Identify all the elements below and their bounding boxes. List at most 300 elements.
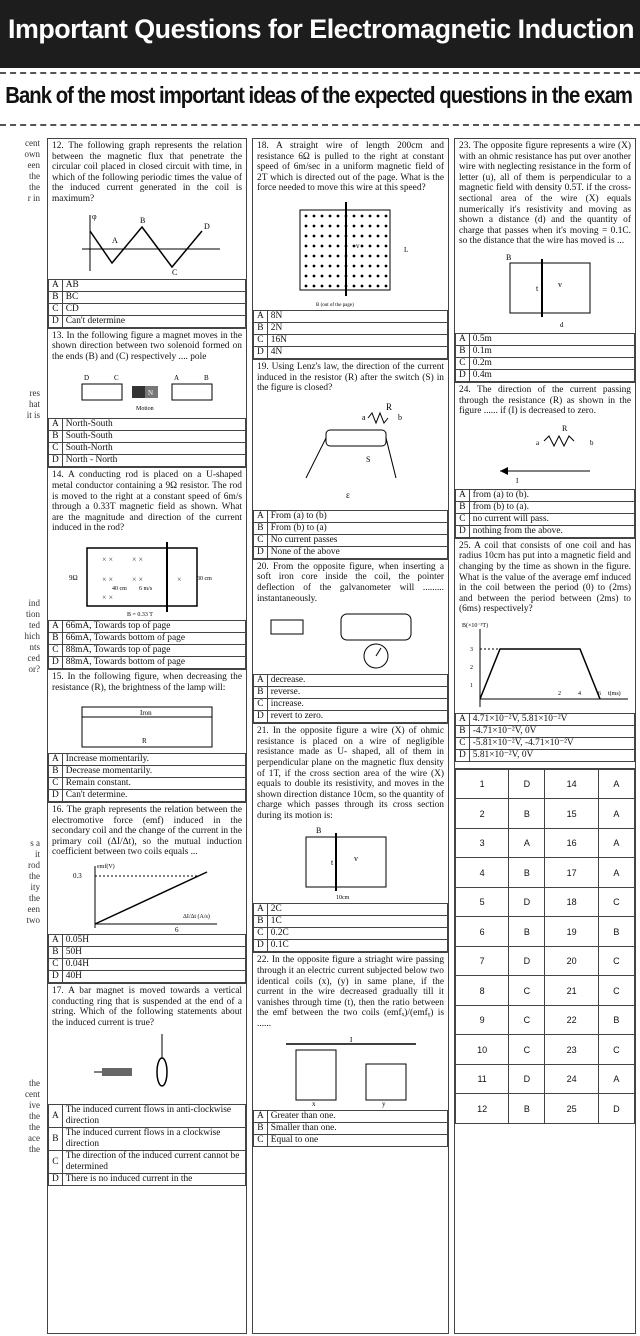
question-21: 21. In the opposite figure a wire (X) of ohmic resistance is placed on a wire of negligible resistance made as U- shaped, all of them in perpendicular plane on the magnetic flux density of 1T, if the cross section area of the wire (X) equals to double its resistivity, and moves in the shown direction distance 10cm, so the quantity of charge which passes through its cross section during its motion is: xyxy=(257,726,444,821)
divider xyxy=(0,124,640,126)
option-row xyxy=(49,455,246,467)
field-dot xyxy=(360,285,363,288)
svg-text:2: 2 xyxy=(558,690,561,697)
answer-key-cell: C xyxy=(509,976,545,1006)
option-text: 0.1m xyxy=(469,345,634,357)
field-dot xyxy=(376,235,379,238)
option-row xyxy=(49,1128,246,1151)
option-text: revert to zero. xyxy=(267,711,447,723)
option-row xyxy=(456,525,635,537)
option-text: Smaller than one. xyxy=(267,1122,447,1134)
left-strip-fragment: it is xyxy=(26,410,40,420)
option-text: South-South xyxy=(62,431,245,443)
option-letter: C xyxy=(254,1134,268,1146)
svg-text:B: B xyxy=(204,374,209,383)
lamp-coil-figure xyxy=(72,697,222,751)
option-letter: D xyxy=(254,940,268,952)
question-20: 20. From the opposite figure, when inserting a soft iron core inside the coil, the pointer deflection of the galvanometer will ......... instantaneously. xyxy=(257,561,444,604)
svg-text:emf(V): emf(V) xyxy=(97,864,115,871)
option-letter: D xyxy=(456,369,470,381)
option-row xyxy=(456,357,635,369)
option-letter: A xyxy=(456,489,470,501)
field-dot xyxy=(368,225,371,228)
option-text: Greater than one. xyxy=(267,1110,447,1122)
left-strip-fragment: the xyxy=(29,893,40,903)
svg-text:× ×: × × xyxy=(132,574,144,584)
option-text: 4.71×10⁻²V, 5.81×10⁻²V xyxy=(469,713,634,725)
field-dot xyxy=(320,265,323,268)
left-column-fragment xyxy=(0,138,42,1336)
svg-text:6: 6 xyxy=(598,690,601,697)
left-strip-fragment: ive xyxy=(29,1100,40,1110)
answer-key-cell: D xyxy=(598,1094,634,1124)
svg-text:1: 1 xyxy=(470,682,473,689)
answer-key-row xyxy=(456,917,635,947)
answer-key-cell: 15 xyxy=(545,799,598,829)
option-letter: B xyxy=(49,766,63,778)
field-dot xyxy=(352,275,355,278)
answer-key-row xyxy=(456,799,635,829)
answer-key-row xyxy=(456,887,635,917)
option-letter: D xyxy=(456,749,470,761)
option-row xyxy=(456,713,635,725)
option-text: North-South xyxy=(62,419,245,431)
left-strip-fragment: ace xyxy=(28,1133,40,1143)
left-strip-fragment: cent xyxy=(25,138,40,148)
field-dot xyxy=(352,265,355,268)
answer-key-cell: 22 xyxy=(545,1005,598,1035)
field-dot xyxy=(304,235,307,238)
field-dot xyxy=(328,255,331,258)
field-dot xyxy=(360,265,363,268)
option-row xyxy=(254,904,448,916)
left-strip-fragment: ity xyxy=(30,882,40,892)
left-strip-fragment: the xyxy=(29,871,40,881)
option-text: The induced current flows in anti-clockwise direction xyxy=(62,1105,245,1128)
option-text: 50H xyxy=(62,947,245,959)
options-23 xyxy=(455,333,635,382)
field-dot xyxy=(344,215,347,218)
left-strip-fragment: ced xyxy=(27,653,40,663)
left-strip-fragment: een xyxy=(27,904,40,914)
option-text: nothing from the above. xyxy=(469,525,634,537)
svg-text:B (out of the page): B (out of the page) xyxy=(315,302,354,308)
question-24: 24. The direction of the current passing through the resistance (R) as shown in the figure ...... if (I) is decreased to zero. xyxy=(459,384,631,417)
question-18: 18. A straight wire of length 200cm and resistance 6Ω is pulled to the right at constant speed of 6m/sec in a uniform magnetic field of 2T which is directed out of the page. What is the force needed to move this wire at this speed? xyxy=(257,141,444,194)
option-text: None of the above xyxy=(267,546,447,558)
field-dot xyxy=(384,225,387,228)
option-row xyxy=(456,513,635,525)
question-19: 19. Using Lenz's law, the direction of the current induced in the resistor (R) after the switch (S) in the figure is closed? xyxy=(257,361,445,394)
u-wire-figure xyxy=(480,251,610,331)
svg-text:× ×: × × xyxy=(132,554,144,564)
field-dot xyxy=(320,225,323,228)
answer-key-cell: 10 xyxy=(456,1035,509,1065)
answer-key-cell: 25 xyxy=(545,1094,598,1124)
option-row xyxy=(49,431,246,443)
answer-key-row xyxy=(456,946,635,976)
option-text: The direction of the induced current cannot be determined xyxy=(62,1151,245,1174)
answer-key-cell: 1 xyxy=(456,769,509,799)
field-dot xyxy=(376,255,379,258)
answer-key-row xyxy=(456,769,635,799)
left-strip-fragment: een xyxy=(27,160,40,170)
answer-key-cell: A xyxy=(598,1064,634,1094)
option-letter: D xyxy=(49,315,63,327)
option-letter: D xyxy=(49,1174,63,1186)
option-row xyxy=(254,546,448,558)
option-letter: A xyxy=(49,419,63,431)
answer-key-row xyxy=(456,976,635,1006)
question-25: 25. A coil that consists of one coil and has radius 10cm has put into a magnetic field and changing by the time as shown in the figure. What is the value of the average emf induced in the coil between the period (0) to (2ms) and between the period between (2ms) to (6ms) respectively? xyxy=(459,540,631,615)
field-dot xyxy=(344,225,347,228)
two-coils-figure xyxy=(276,1034,426,1108)
option-text: North - North xyxy=(62,455,245,467)
option-letter: C xyxy=(49,644,63,656)
option-row xyxy=(254,310,448,322)
field-dot xyxy=(376,285,379,288)
svg-text:N: N xyxy=(148,389,154,398)
option-row xyxy=(456,737,635,749)
option-row xyxy=(49,303,246,315)
svg-text:d: d xyxy=(560,320,564,329)
option-text: 2N xyxy=(267,322,447,334)
option-text: BC xyxy=(62,291,245,303)
field-dot xyxy=(376,215,379,218)
svg-text:A: A xyxy=(112,235,118,245)
option-row xyxy=(456,333,635,345)
field-dot xyxy=(328,265,331,268)
option-letter: D xyxy=(49,790,63,802)
option-row xyxy=(49,279,246,291)
option-row xyxy=(254,675,448,687)
svg-text:R: R xyxy=(562,423,568,433)
b-time-graph xyxy=(460,619,630,711)
left-strip-fragment: the xyxy=(29,171,40,181)
option-row xyxy=(49,1151,246,1174)
options-18 xyxy=(253,310,448,359)
left-strip-fragment: s a xyxy=(30,838,40,848)
field-dot xyxy=(336,285,339,288)
option-text: 0.05H xyxy=(62,935,245,947)
answer-key-cell: 8 xyxy=(456,976,509,1006)
wire-in-field-figure xyxy=(276,198,426,308)
option-text: 88mA, Towards bottom of page xyxy=(62,656,245,668)
options-13 xyxy=(48,418,246,467)
field-dot xyxy=(384,255,387,258)
option-text: The induced current flows in a clockwise direction xyxy=(62,1128,245,1151)
field-dot xyxy=(312,225,315,228)
svg-text:× ×: × × xyxy=(102,554,114,564)
page-title: Important Questions for Electromagnetic Induction xyxy=(8,14,634,44)
answer-key-cell: A xyxy=(598,799,634,829)
option-letter: B xyxy=(254,916,268,928)
left-strip-fragment: hich xyxy=(24,631,40,641)
left-strip-fragment: the xyxy=(29,1122,40,1132)
field-dot xyxy=(336,215,339,218)
option-letter: B xyxy=(254,522,268,534)
option-text: Remain constant. xyxy=(62,778,245,790)
answer-key-cell: B xyxy=(598,917,634,947)
svg-text:B: B xyxy=(506,252,512,262)
svg-text:9Ω: 9Ω xyxy=(69,573,78,582)
option-letter: B xyxy=(456,345,470,357)
option-row xyxy=(49,291,246,303)
svg-text:Motion: Motion xyxy=(136,406,154,413)
field-dot xyxy=(360,215,363,218)
svg-text:b: b xyxy=(590,438,594,447)
answer-key-cell: D xyxy=(509,887,545,917)
option-row xyxy=(254,1110,448,1122)
field-dot xyxy=(312,255,315,258)
answer-key-cell: C xyxy=(509,1005,545,1035)
option-row xyxy=(456,725,635,737)
answer-key-cell: A xyxy=(509,828,545,858)
field-dot xyxy=(312,275,315,278)
option-letter: C xyxy=(49,303,63,315)
field-dot xyxy=(320,275,323,278)
left-strip-fragment: own xyxy=(24,149,40,159)
option-row xyxy=(49,947,246,959)
option-row xyxy=(456,489,635,501)
answer-key-row xyxy=(456,1005,635,1035)
svg-text:b: b xyxy=(397,412,402,422)
option-row xyxy=(254,1134,448,1146)
option-letter: B xyxy=(254,687,268,699)
options-21 xyxy=(253,903,448,952)
option-letter: B xyxy=(49,291,63,303)
field-dot xyxy=(384,285,387,288)
u-conductor-figure xyxy=(67,538,227,618)
field-dot xyxy=(360,235,363,238)
svg-text:v: v xyxy=(558,279,562,289)
answer-key-cell: B xyxy=(509,858,545,888)
option-letter: D xyxy=(49,455,63,467)
option-row xyxy=(49,1105,246,1128)
field-dot xyxy=(320,215,323,218)
question-16: 16. The graph represents the relation between the electromotive force (emf) induced in the secondary coil and the change of the current in the primary coil (ΔI/Δt), so the mutual induction coefficient between two coils equals ... xyxy=(52,805,242,858)
svg-text:C: C xyxy=(114,374,119,383)
svg-text:×: × xyxy=(177,574,182,584)
option-text: There is no induced current in the xyxy=(62,1174,245,1186)
field-dot xyxy=(384,275,387,278)
svg-text:I: I xyxy=(349,1035,352,1044)
field-dot xyxy=(336,265,339,268)
svg-text:t: t xyxy=(330,858,333,868)
magnet-ring-figure xyxy=(72,1032,222,1102)
option-row xyxy=(49,644,246,656)
svg-text:φ: φ xyxy=(92,211,97,221)
option-text: 5.81×10⁻²V, 0V xyxy=(469,749,634,761)
option-letter: A xyxy=(49,279,63,291)
option-letter: C xyxy=(49,443,63,455)
svg-text:a: a xyxy=(536,438,540,447)
field-dot xyxy=(352,285,355,288)
option-letter: B xyxy=(456,725,470,737)
field-dot xyxy=(320,255,323,258)
field-dot xyxy=(360,275,363,278)
field-dot xyxy=(320,245,323,248)
answer-key-row xyxy=(456,1064,635,1094)
field-dot xyxy=(368,245,371,248)
answer-key-cell: D xyxy=(509,1064,545,1094)
svg-text:x: x xyxy=(311,1099,315,1108)
field-dot xyxy=(384,235,387,238)
option-row xyxy=(49,620,246,632)
option-row xyxy=(49,315,246,327)
answer-key-cell: D xyxy=(509,769,545,799)
field-dot xyxy=(328,275,331,278)
page-banner xyxy=(0,0,640,68)
field-dot xyxy=(360,225,363,228)
option-text: 66mA, Towards bottom of page xyxy=(62,632,245,644)
question-13: 13. In the following figure a magnet moves in the shown direction between two solenoid formed on the ends (B) and (C) respectively .... pole xyxy=(52,330,243,362)
option-letter: B xyxy=(254,1122,268,1134)
left-strip-fragment: ted xyxy=(29,620,40,630)
option-text: 66mA, Towards top of page xyxy=(62,620,245,632)
option-text: decrease. xyxy=(267,675,447,687)
left-strip-fragment: hat xyxy=(29,399,40,409)
column-2 xyxy=(252,138,449,1334)
emf-graph xyxy=(67,862,227,932)
svg-text:2: 2 xyxy=(470,664,473,671)
column-1 xyxy=(47,138,247,1334)
field-dot xyxy=(384,245,387,248)
field-dot xyxy=(360,255,363,258)
svg-text:D: D xyxy=(204,221,210,231)
options-22 xyxy=(253,1110,448,1147)
field-dot xyxy=(344,235,347,238)
option-letter: B xyxy=(49,947,63,959)
field-dot xyxy=(368,285,371,288)
option-text: reverse. xyxy=(267,687,447,699)
option-row xyxy=(456,369,635,381)
left-strip-fragment: it xyxy=(34,849,40,859)
svg-text:L: L xyxy=(403,245,408,254)
option-text: Equal to one xyxy=(267,1134,447,1146)
answer-key-cell: B xyxy=(509,1094,545,1124)
field-dot xyxy=(336,225,339,228)
option-row xyxy=(254,334,448,346)
option-letter: C xyxy=(456,513,470,525)
answer-key-cell: C xyxy=(598,946,634,976)
answer-key-cell: 16 xyxy=(545,828,598,858)
option-text: AB xyxy=(62,279,245,291)
divider xyxy=(0,72,640,74)
option-letter: A xyxy=(49,754,63,766)
answer-key-row xyxy=(456,1035,635,1065)
option-text: From (a) to (b) xyxy=(267,510,447,522)
options-25 xyxy=(455,713,635,762)
svg-text:4: 4 xyxy=(578,690,581,697)
question-23: 23. The opposite figure represents a wire (X) with an ohmic resistance has put over another wire with neglecting resistance in the form of letter (u), all of them is perpendicular to a magnetic field with density 0.5T. if the cross-sectional area of the wire (X) equals numerically it's resistivity and moving as shown a distance (d) and the quantity of charge that passes when it's moving = 0.1C. so the distance that the wire has moved is ... xyxy=(459,141,631,247)
option-text: From (b) to (a) xyxy=(267,522,447,534)
answer-key-cell: 6 xyxy=(456,917,509,947)
field-dot xyxy=(352,225,355,228)
option-letter: C xyxy=(456,737,470,749)
svg-text:t(ms): t(ms) xyxy=(608,690,621,697)
answer-key-row xyxy=(456,1094,635,1124)
option-text: -4.71×10⁻²V, 0V xyxy=(469,725,634,737)
option-text: 0.1C xyxy=(267,940,447,952)
field-dot xyxy=(336,235,339,238)
svg-text:B: B xyxy=(140,215,146,225)
option-row xyxy=(49,632,246,644)
field-dot xyxy=(304,225,307,228)
answer-key-cell: D xyxy=(509,946,545,976)
left-strip-fragment: the xyxy=(29,1111,40,1121)
option-row xyxy=(456,345,635,357)
left-strip-fragment: cent xyxy=(25,1089,40,1099)
field-dot xyxy=(352,255,355,258)
option-letter: D xyxy=(456,525,470,537)
field-dot xyxy=(328,225,331,228)
left-strip-fragment: the xyxy=(29,1144,40,1154)
option-row xyxy=(49,1174,246,1186)
field-dot xyxy=(352,245,355,248)
option-row xyxy=(254,940,448,952)
svg-text:6 m/s: 6 m/s xyxy=(139,585,153,592)
option-letter: C xyxy=(254,928,268,940)
option-letter: D xyxy=(254,346,268,358)
answer-key-cell: 19 xyxy=(545,917,598,947)
question-14: 14. A conducting rod is placed on a U-shaped metal conductor containing a 9Ω resistor. The rod is moved to the right at a constant speed of 6m/s through a 0.33T magnetic field as shown. What are the magnitude and direction of the current induced in the rod? xyxy=(52,470,242,534)
left-strip-fragment: r in xyxy=(27,193,40,203)
option-letter: A xyxy=(254,675,268,687)
field-dot xyxy=(344,285,347,288)
field-dot xyxy=(312,265,315,268)
svg-text:y: y xyxy=(381,1099,385,1108)
option-row xyxy=(254,534,448,546)
left-strip-fragment: the xyxy=(29,182,40,192)
option-letter: C xyxy=(49,778,63,790)
svg-text:a: a xyxy=(361,412,366,422)
field-dot xyxy=(368,215,371,218)
option-row xyxy=(49,443,246,455)
answer-key-cell: 24 xyxy=(545,1064,598,1094)
svg-text:ΔI/Δt (A/s): ΔI/Δt (A/s) xyxy=(183,914,210,921)
field-dot xyxy=(376,225,379,228)
option-row xyxy=(49,959,246,971)
answer-key-cell: C xyxy=(509,1035,545,1065)
field-dot xyxy=(336,255,339,258)
option-letter: C xyxy=(254,534,268,546)
answer-key-cell: C xyxy=(598,976,634,1006)
answer-key-cell: 23 xyxy=(545,1035,598,1065)
option-row xyxy=(254,1122,448,1134)
options-20 xyxy=(253,674,448,723)
question-22: 22. In the opposite figure a striaght wire passing through it an electric current subjected below two identical coils (x), (y) in same plane, if the current in the wire decreased gradually till it vanishes through time (t), then the ratio between the emf between the two coils (emfₓ)/(emfᵧ) is ...... xyxy=(257,955,445,1030)
option-row xyxy=(49,754,246,766)
answer-key-cell: 7 xyxy=(456,946,509,976)
field-dot xyxy=(312,245,315,248)
option-row xyxy=(49,656,246,668)
answer-key-cell: A xyxy=(598,769,634,799)
option-text: Can't determine xyxy=(62,315,245,327)
svg-text:S: S xyxy=(365,454,370,464)
options-16 xyxy=(48,934,246,983)
option-text: 88mA, Towards top of page xyxy=(62,644,245,656)
option-text: from (a) to (b). xyxy=(469,489,634,501)
field-dot xyxy=(384,215,387,218)
field-dot xyxy=(344,255,347,258)
option-letter: A xyxy=(254,310,268,322)
field-dot xyxy=(376,275,379,278)
options-24 xyxy=(455,489,635,538)
question-12: 12. The following graph represents the relation between the magnetic flux that penetrate the circular coil placed in closed circuit with time, in which of the following periodic times the value of the induced current generated in the coil is maximum? xyxy=(52,141,242,204)
field-dot xyxy=(368,255,371,258)
svg-text:0.3: 0.3 xyxy=(73,872,82,881)
